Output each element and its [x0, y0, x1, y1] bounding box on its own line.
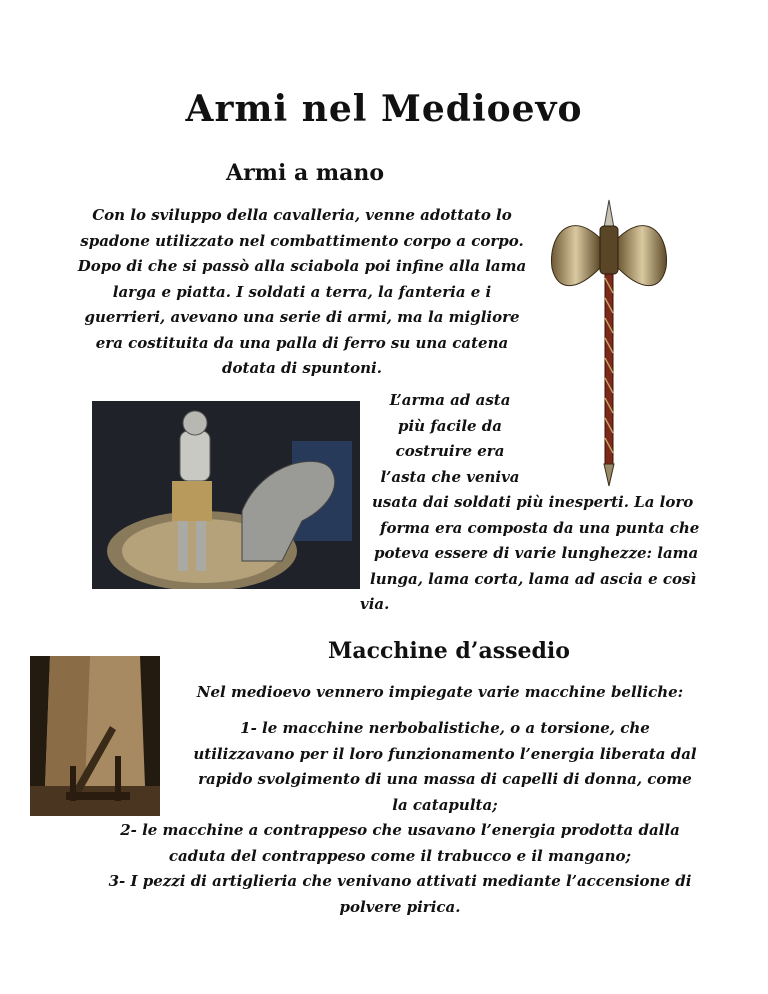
polearm-line: lunga, lama corta, lama ad ascia e così	[370, 569, 697, 588]
siege-list-item: 2- le macchine a contrappeso che usavano l’energia prodotta dalla caduta del contrappeso come il trabucco e il mangano;	[120, 821, 680, 865]
siege-list-item: 1- le macchine nerbobalistiche, o a torsione, che utilizzavano per il loro funzionamento l’energia liberata dal rapido svolgimento di una massa di capelli di donna, come la catapulta;	[193, 719, 697, 814]
section-heading-hand-weapons: Armi a mano	[226, 160, 385, 186]
hand-weapons-paragraph: Con lo sviluppo della cavalleria, venne adottato lo spadone utilizzato nel combattimento corpo a corpo. Dopo di che si passò alla sciabola poi infine alla lama larga e piatta. I soldati a terra, la fanteria e i guerrieri, avevano una serie di armi, ma la migliore era costituita da una palla di ferro su una catena dotata di spuntoni.	[77, 206, 527, 377]
polearm-line: via.	[360, 595, 390, 613]
section-heading-siege: Macchine d’assedio	[328, 638, 570, 664]
polearm-line: forma era composta da una punta che	[380, 518, 700, 537]
armored-knight-image	[92, 401, 360, 589]
polearm-line: poteva essere di varie lunghezze: lama	[374, 544, 699, 562]
polearm-line: costruire era	[395, 442, 505, 460]
polearm-paragraph-rest	[360, 490, 705, 618]
polearm-line: usata dai soldati più inesperti. La loro	[372, 493, 694, 511]
polearm-line: l’asta che veniva	[380, 467, 520, 486]
siege-intro: Nel medioevo vennero impiegate varie macchine belliche:	[196, 683, 684, 701]
polearm-line: più facile da	[398, 416, 502, 435]
page-title: Armi nel Medioevo	[185, 88, 583, 130]
siege-list-item: 3- I pezzi di artiglieria che venivano attivati mediante l’accensione di polvere pirica.	[108, 872, 692, 916]
battle-axe-image	[548, 198, 670, 488]
polearm-line: L’arma ad asta	[389, 391, 511, 409]
siege-list	[100, 716, 700, 920]
polearm-paragraph-start	[370, 388, 530, 490]
